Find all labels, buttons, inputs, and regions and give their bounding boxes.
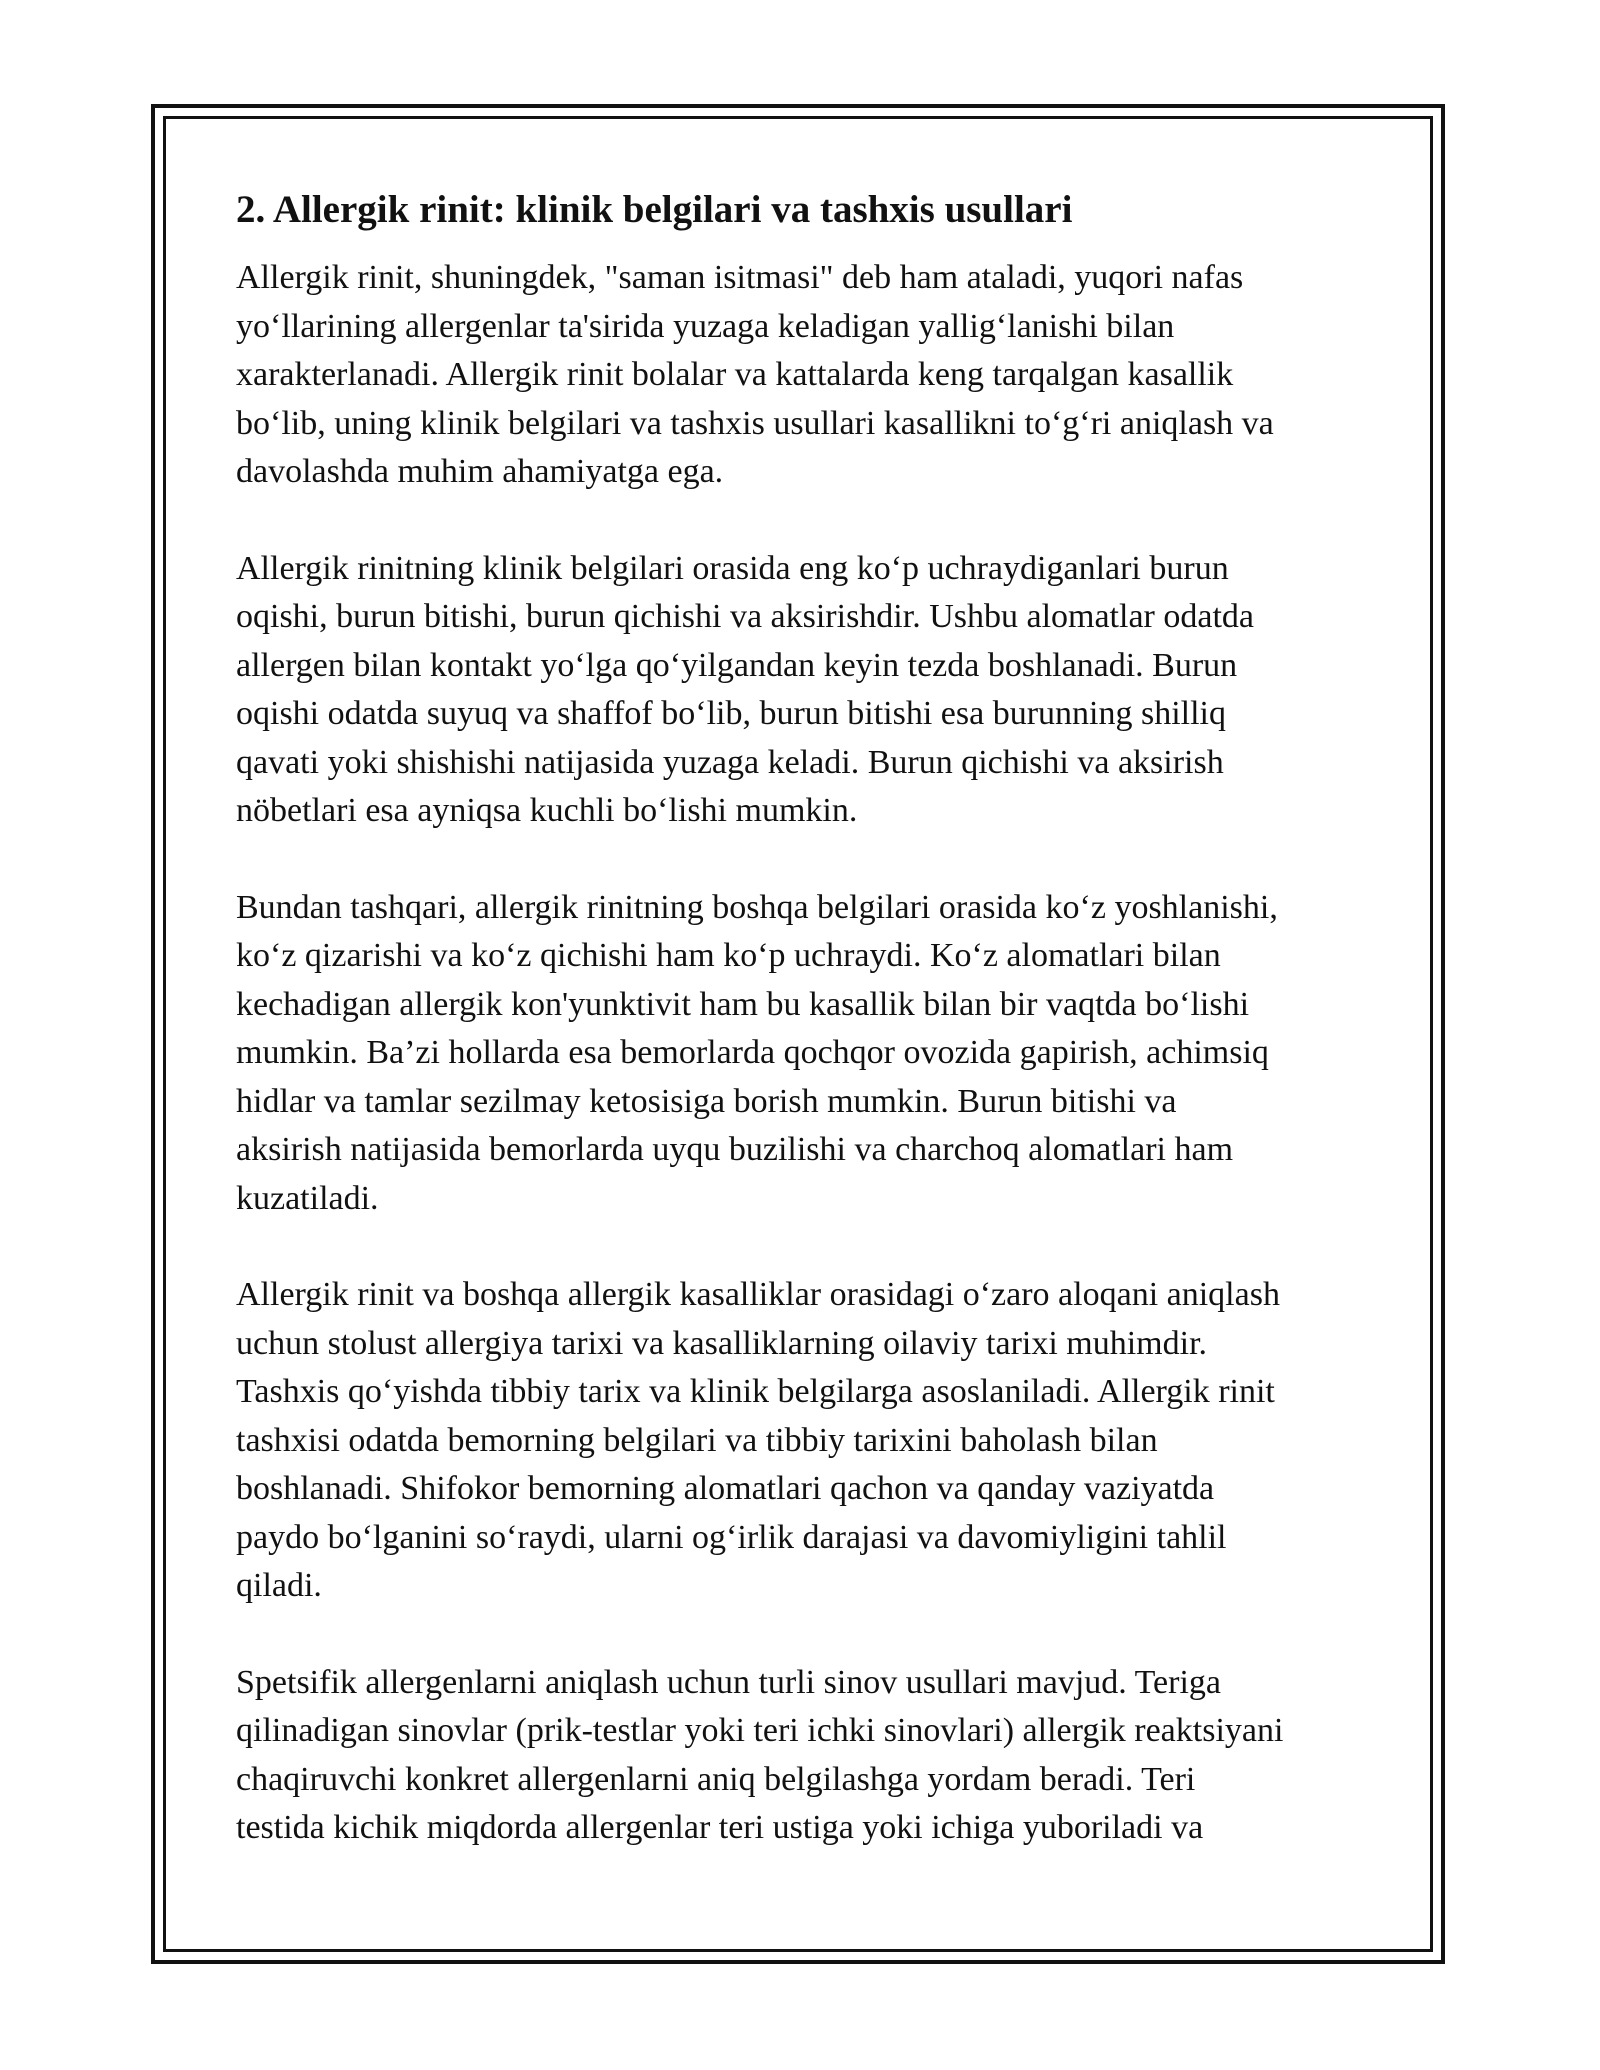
text-line: Allergik rinit va boshqa allergik kasalliklar orasidagi o‘zaro aloqani aniqlash <box>236 1276 1280 1313</box>
paragraph-1 <box>236 254 1376 497</box>
text-line: kechadigan allergik kon'yunktivit ham bu kasallik bilan bir vaqtda bo‘lishi <box>236 985 1250 1023</box>
paragraph-5 <box>236 1659 1376 1853</box>
text-line: Bundan tashqari, allergik rinitning boshqa belgilari orasida ko‘z yoshlanishi, <box>236 888 1278 926</box>
text-line: kuzatiladi. <box>236 1179 379 1217</box>
text-line: qiladi. <box>236 1567 322 1604</box>
text-line: uchun stolust allergiya tarixi va kasalliklarning oilaviy tarixi muhimdir. <box>236 1324 1208 1362</box>
paragraph-4 <box>236 1271 1376 1611</box>
text-line: yo‘llarining allergenlar ta'sirida yuzaga keladigan yallig‘lanishi bilan <box>236 307 1175 345</box>
text-line: tashxisi odatda bemorning belgilari va tibbiy tarixini baholash bilan <box>236 1421 1158 1459</box>
text-line: qilinadigan sinovlar (prik-testlar yoki teri ichki sinovlari) allergik reaktsiyani <box>236 1712 1284 1749</box>
text-line: Allergik rinit, shuningdek, "saman isitmasi" deb ham ataladi, yuqori nafas <box>236 259 1244 296</box>
document-body <box>236 186 1376 1901</box>
text-line: Tashxis qo‘yishda tibbiy tarix va klinik belgilarga asoslaniladi. Allergik rinit <box>236 1373 1275 1410</box>
text-line: testida kichik miqdorda allergenlar teri ustiga yoki ichiga yuboriladi va <box>236 1809 1204 1846</box>
text-line: davolashda muhim ahamiyatga ega. <box>236 453 724 490</box>
text-line: hidlar va tamlar sezilmay ketosisiga borish mumkin. Burun bitishi va <box>236 1082 1177 1120</box>
text-line: Allergik rinitning klinik belgilari orasida eng ko‘p uchraydiganlari burun <box>236 549 1229 587</box>
text-line: ko‘z qizarishi va ko‘z qichishi ham ko‘p uchraydi. Ko‘z alomatlari bilan <box>236 937 1221 974</box>
text-line: Spetsifik allergenlarni aniqlash uchun turli sinov usullari mavjud. Teriga <box>236 1663 1222 1701</box>
text-line: oqishi odatda suyuq va shaffof bo‘lib, burun bitishi esa burunning shilliq <box>236 695 1227 732</box>
section-heading: 2. Allergik rinit: klinik belgilari va tashxis usullari <box>236 188 1073 231</box>
text-line: boshlanadi. Shifokor bemorning alomatlari qachon va qanday vaziyatda <box>236 1470 1215 1507</box>
text-line: xarakterlanadi. Allergik rinit bolalar va kattalarda keng tarqalgan kasallik <box>236 356 1234 393</box>
text-line: mumkin. Ba’zi hollarda esa bemorlarda qochqor ovozida gapirish, achimsiq <box>236 1034 1269 1071</box>
text-line: aksirish natijasida bemorlarda uyqu buzilishi va charchoq alomatlari ham <box>236 1131 1234 1168</box>
paragraph-2 <box>236 545 1376 836</box>
text-line: qavati yoki shishishi natijasida yuzaga keladi. Burun qichishi va aksirish <box>236 743 1224 781</box>
text-line: nöbetlari esa ayniqsa kuchli bo‘lishi mumkin. <box>236 792 858 829</box>
text-line: oqishi, burun bitishi, burun qichishi va aksirishdir. Ushbu alomatlar odatda <box>236 598 1254 635</box>
text-line: allergen bilan kontakt yo‘lga qo‘yilgandan keyin tezda boshlanadi. Burun <box>236 646 1238 684</box>
paragraph-3 <box>236 884 1376 1224</box>
text-line: chaqiruvchi konkret allergenlarni aniq belgilashga yordam beradi. Teri <box>236 1760 1196 1798</box>
text-line: paydo bo‘lganini so‘raydi, ularni og‘irlik darajasi va davomiyligini tahlil <box>236 1518 1227 1556</box>
text-line: bo‘lib, uning klinik belgilari va tashxis usullari kasallikni to‘g‘ri aniqlash va <box>236 404 1274 442</box>
